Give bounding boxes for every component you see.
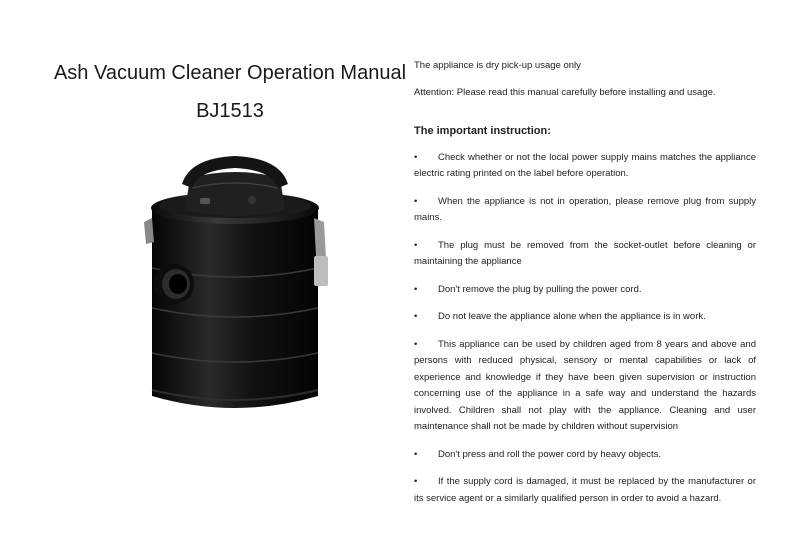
bullet-icon: • [414, 239, 418, 251]
bullet-icon: • [414, 448, 418, 460]
bullet-icon: • [414, 195, 418, 207]
bullet-icon: • [414, 151, 418, 163]
instruction-item [414, 282, 756, 299]
instruction-text: Do not leave the appliance alone when the appliance is in work. [438, 311, 706, 322]
instruction-item [414, 309, 756, 326]
intro-usage-note: The appliance is dry pick-up usage only [414, 60, 581, 71]
bullet-icon: • [414, 311, 418, 322]
instructions-panel [414, 58, 756, 518]
bullet-icon: • [414, 476, 418, 487]
bullet-icon: • [414, 283, 418, 295]
instruction-text: The plug must be removed from the socket-outlet before cleaning or maintaining the appliance [414, 239, 756, 267]
instruction-item [414, 194, 756, 227]
instruction-text: Don't remove the plug by pulling the power cord. [438, 283, 642, 295]
instruction-text: This appliance can be used by children aged from 8 years and above and persons with reduced physical, sensory or mental capabilities or lack of experience and knowledge if they have been given supervision or instruction concerning use of the appliance in a safe way and understand the hazards involved. Children shall not play with the appliance. Cleaning and user maintenance shall not be made by children without supervision [414, 338, 756, 432]
intro-attention-note: Attention: Please read this manual carefully before installing and usage. [414, 86, 716, 98]
instruction-item [414, 447, 756, 464]
manual-title: Ash Vacuum Cleaner Operation Manual [53, 62, 407, 84]
instruction-item [414, 238, 756, 271]
section-heading: The important instruction: [414, 125, 551, 137]
instruction-text: When the appliance is not in operation, please remove plug from supply mains. [414, 195, 756, 223]
instruction-text: Don't press and roll the power cord by heavy objects. [438, 448, 662, 460]
instruction-text: Check whether or not the local power supply mains matches the appliance electric rating printed on the label before operation. [414, 151, 756, 179]
instruction-item [414, 474, 756, 507]
bullet-icon: • [414, 338, 418, 350]
instruction-item [414, 150, 756, 183]
instruction-text: If the supply cord is damaged, it must be replaced by the manufacturer or its service agent or a similarly qualified person in order to avoid a hazard. [414, 476, 756, 504]
instruction-item [414, 337, 756, 436]
model-number: BJ1513 [196, 100, 264, 122]
ash-vacuum-cleaner-image [130, 148, 340, 418]
